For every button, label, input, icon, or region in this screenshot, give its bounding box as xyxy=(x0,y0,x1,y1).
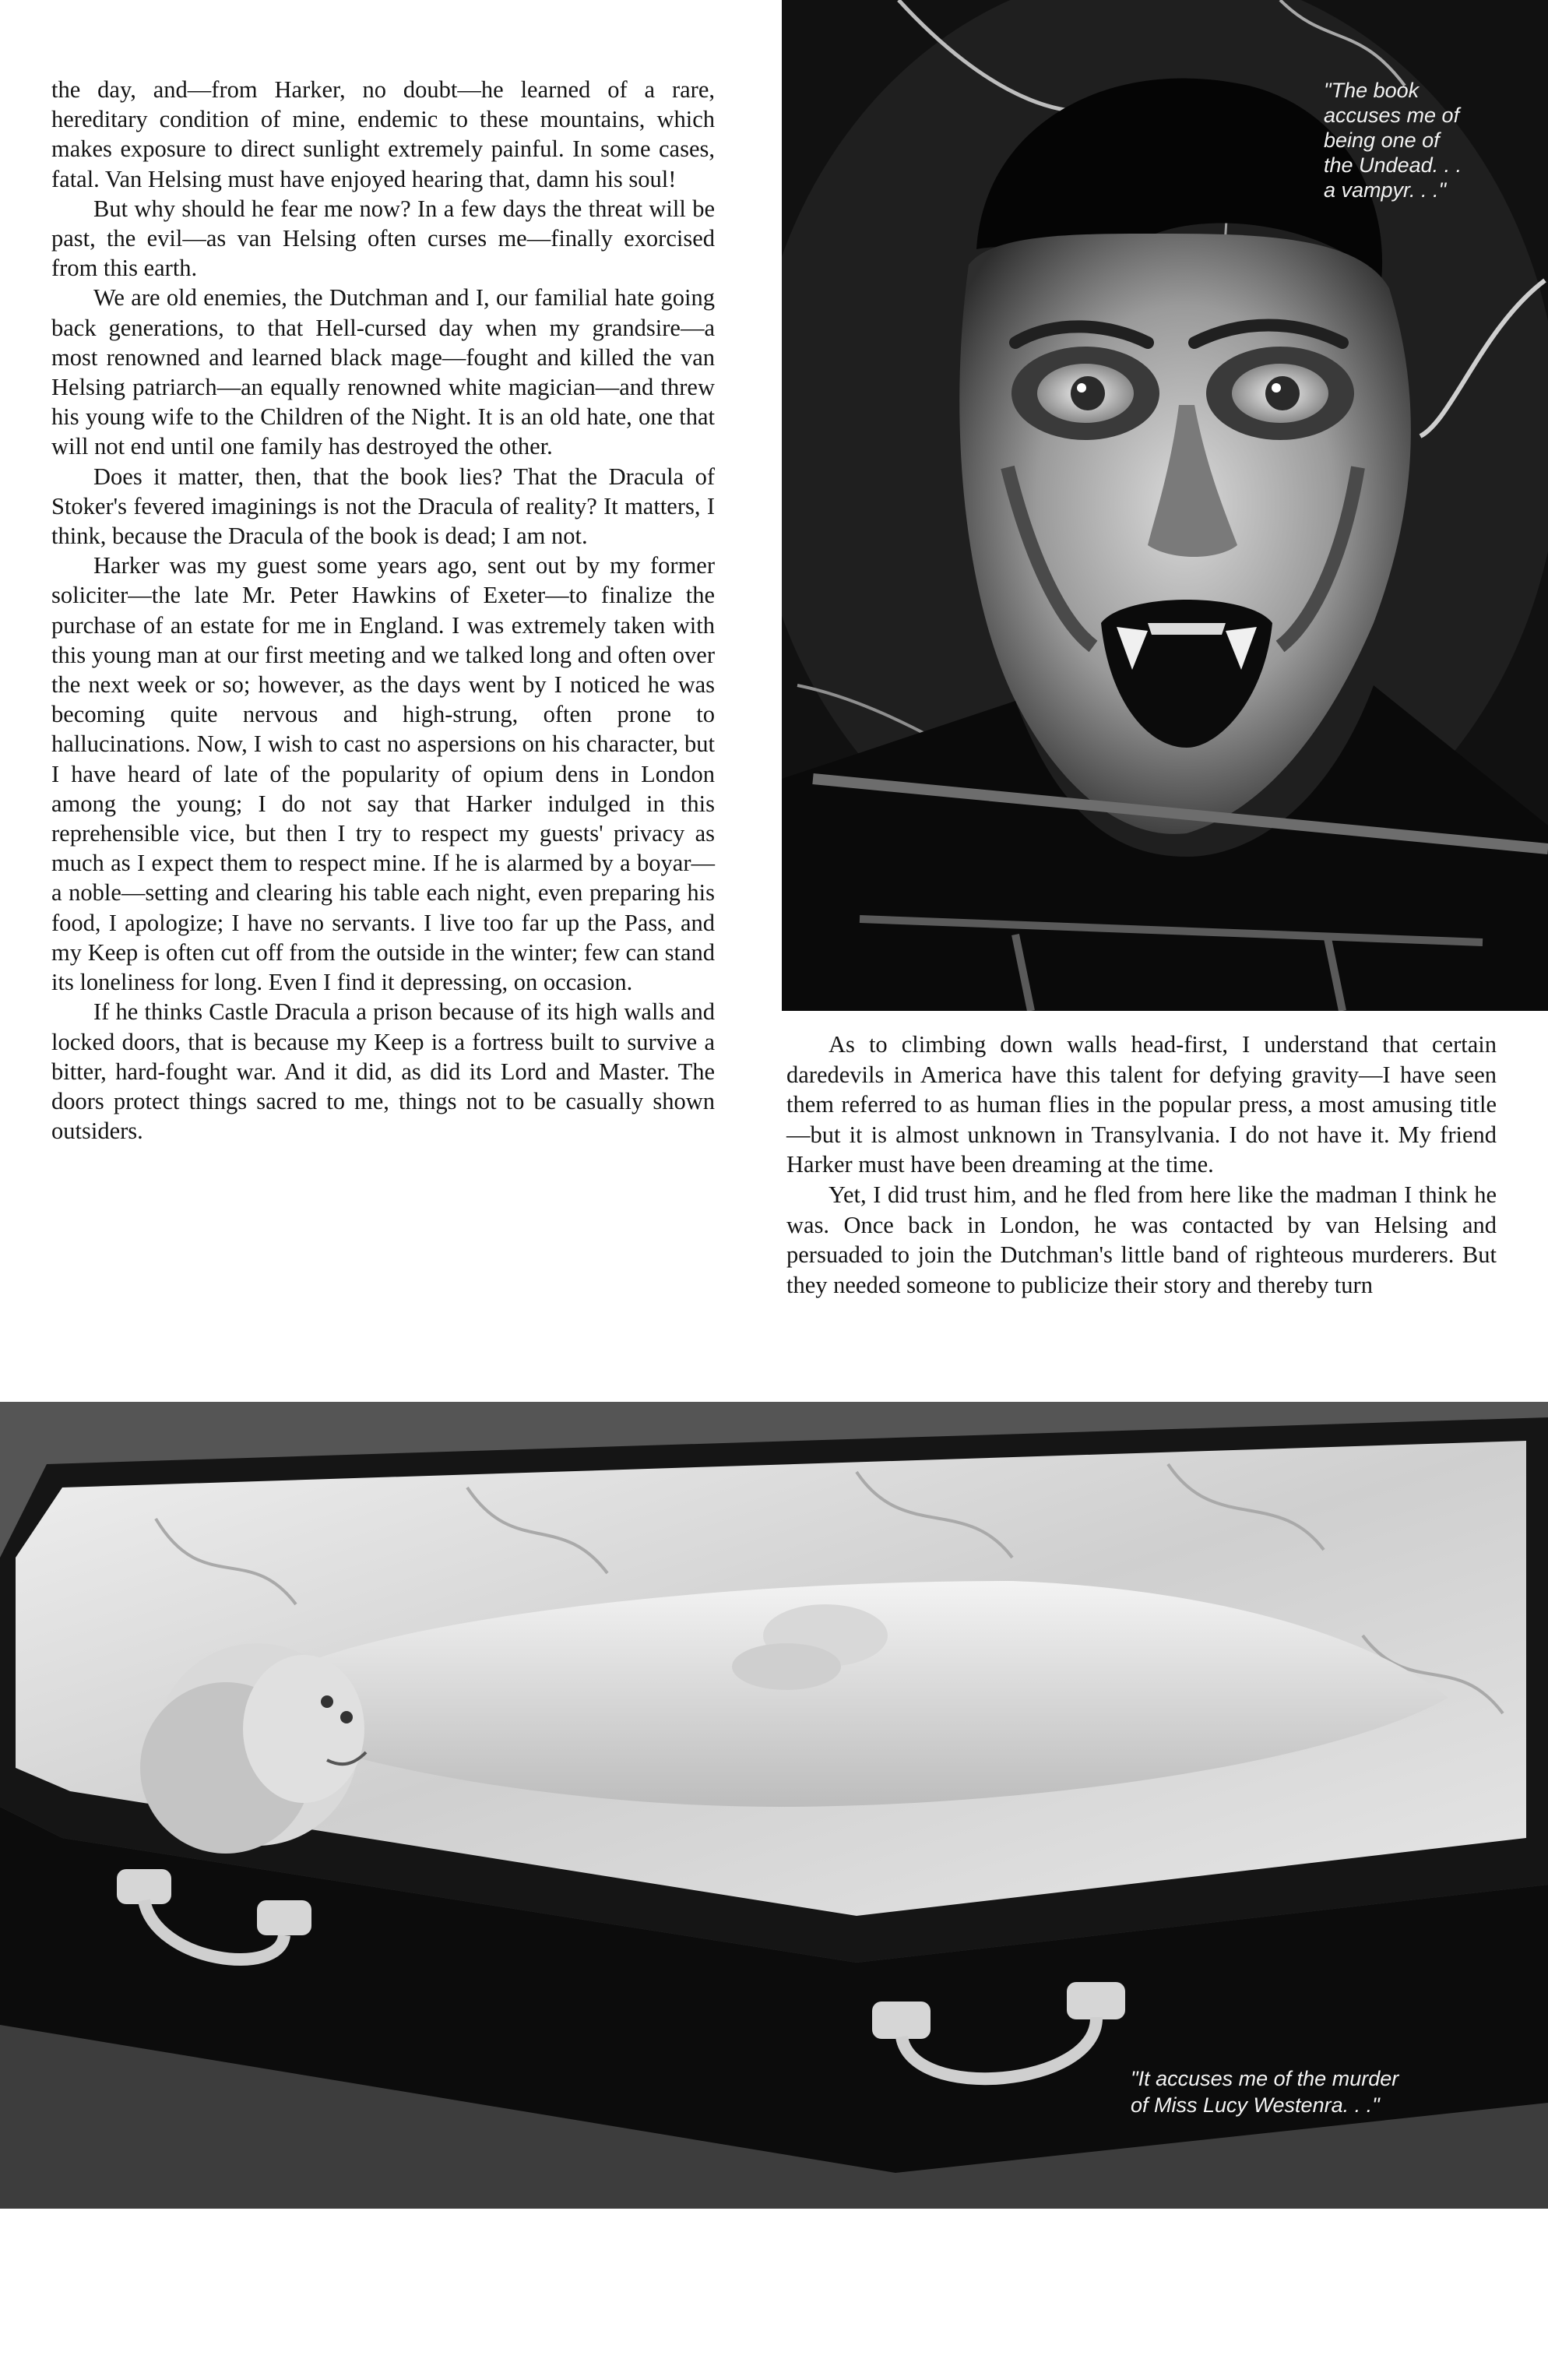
caption-line: accuses me of xyxy=(1324,104,1460,127)
caption-line: the Undead. . . xyxy=(1324,153,1462,177)
vampire-photo-caption xyxy=(1324,78,1526,202)
left-text-column xyxy=(51,75,715,1146)
caption-line: being one of xyxy=(1324,129,1440,152)
paragraph: Harker was my guest some years ago, sent out by my former soliciter—the late Mr. Peter Hawkins of Exeter—to finalize the purchase of an estate for me in England. I was extremely taken with this young man at our first meeting and we talked long and often over the next week or so; however, as the days went by I noticed he was becoming quite nervous and high-strung, often prone to hallucinations. Now, I wish to cast no aspersions on his character, but I have heard of late of the popularity of opium dens in London among the young; I do not say that Harker indulged in this reprehensible vice, but then I try to respect my guests' privacy as much as I expect them to respect mine. If he is alarmed by a boyar—a noble—setting and clearing his table each night, even preparing his food, I apologize; I have no servants. I live too far up the Pass, and my Keep is often cut off from the outside in the winter; few can stand its loneliness for long. Even I find it depressing, on occasion. xyxy=(51,552,715,996)
paragraph: As to climbing down walls head-first, I understand that certain daredevils in America have this talent for defying gravity—I have seen them referred to as human flies in the popular press, a most amusing title—but it is almost unknown in Transylvania. I do not have it. My friend Harker must have been dreaming at the time. xyxy=(786,1031,1497,1178)
paragraph: But why should he fear me now? In a few days the threat will be past, the evil—as van Helsing often curses me—finally exorcised from this earth. xyxy=(51,195,715,282)
caption-line: of Miss Lucy Westenra. . ." xyxy=(1131,2093,1380,2117)
coffin-photo-caption xyxy=(1131,2065,1458,2118)
right-text-column xyxy=(786,1030,1497,1300)
paragraph: If he thinks Castle Dracula a prison because of its high walls and locked doors, that is because my Keep is a fortress built to survive a bitter, hard-fought war. And it did, as did its Lord and Master. The doors protect things sacred to me, things not to be casually shown outsiders. xyxy=(51,998,715,1145)
paragraph: the day, and—from Harker, no doubt—he learned of a rare, hereditary condition of mine, endemic to these mountains, which makes exposure to direct sunlight extremely painful. In some cases, fatal. Van Helsing must have enjoyed hearing that, damn his soul! xyxy=(51,76,715,192)
caption-line: a vampyr. . ." xyxy=(1324,178,1447,202)
paragraph: Yet, I did trust him, and he fled from here like the madman I think he was. Once back in London, he was contacted by van Helsing and persuaded to join the Dutchman's little band of righteous murderers. But they needed someone to publicize their story and thereby turn xyxy=(786,1181,1497,1298)
paragraph: Does it matter, then, that the book lies? That the Dracula of Stoker's fevered imaginings is not the Dracula of reality? It matters, I think, because the Dracula of the book is dead; I am not. xyxy=(51,463,715,550)
caption-line: "The book xyxy=(1324,79,1420,102)
paragraph: We are old enemies, the Dutchman and I, our familial hate going back generations, to that Hell-cursed day when my grandsire—a most renowned and learned black mage—fought and killed the van Helsing patriarch—an equally renowned white magician—and threw his young wife to the Children of the Night. It is an old hate, one that will not end until one family has destroyed the other. xyxy=(51,284,715,460)
caption-line: "It accuses me of the murder xyxy=(1131,2067,1399,2090)
